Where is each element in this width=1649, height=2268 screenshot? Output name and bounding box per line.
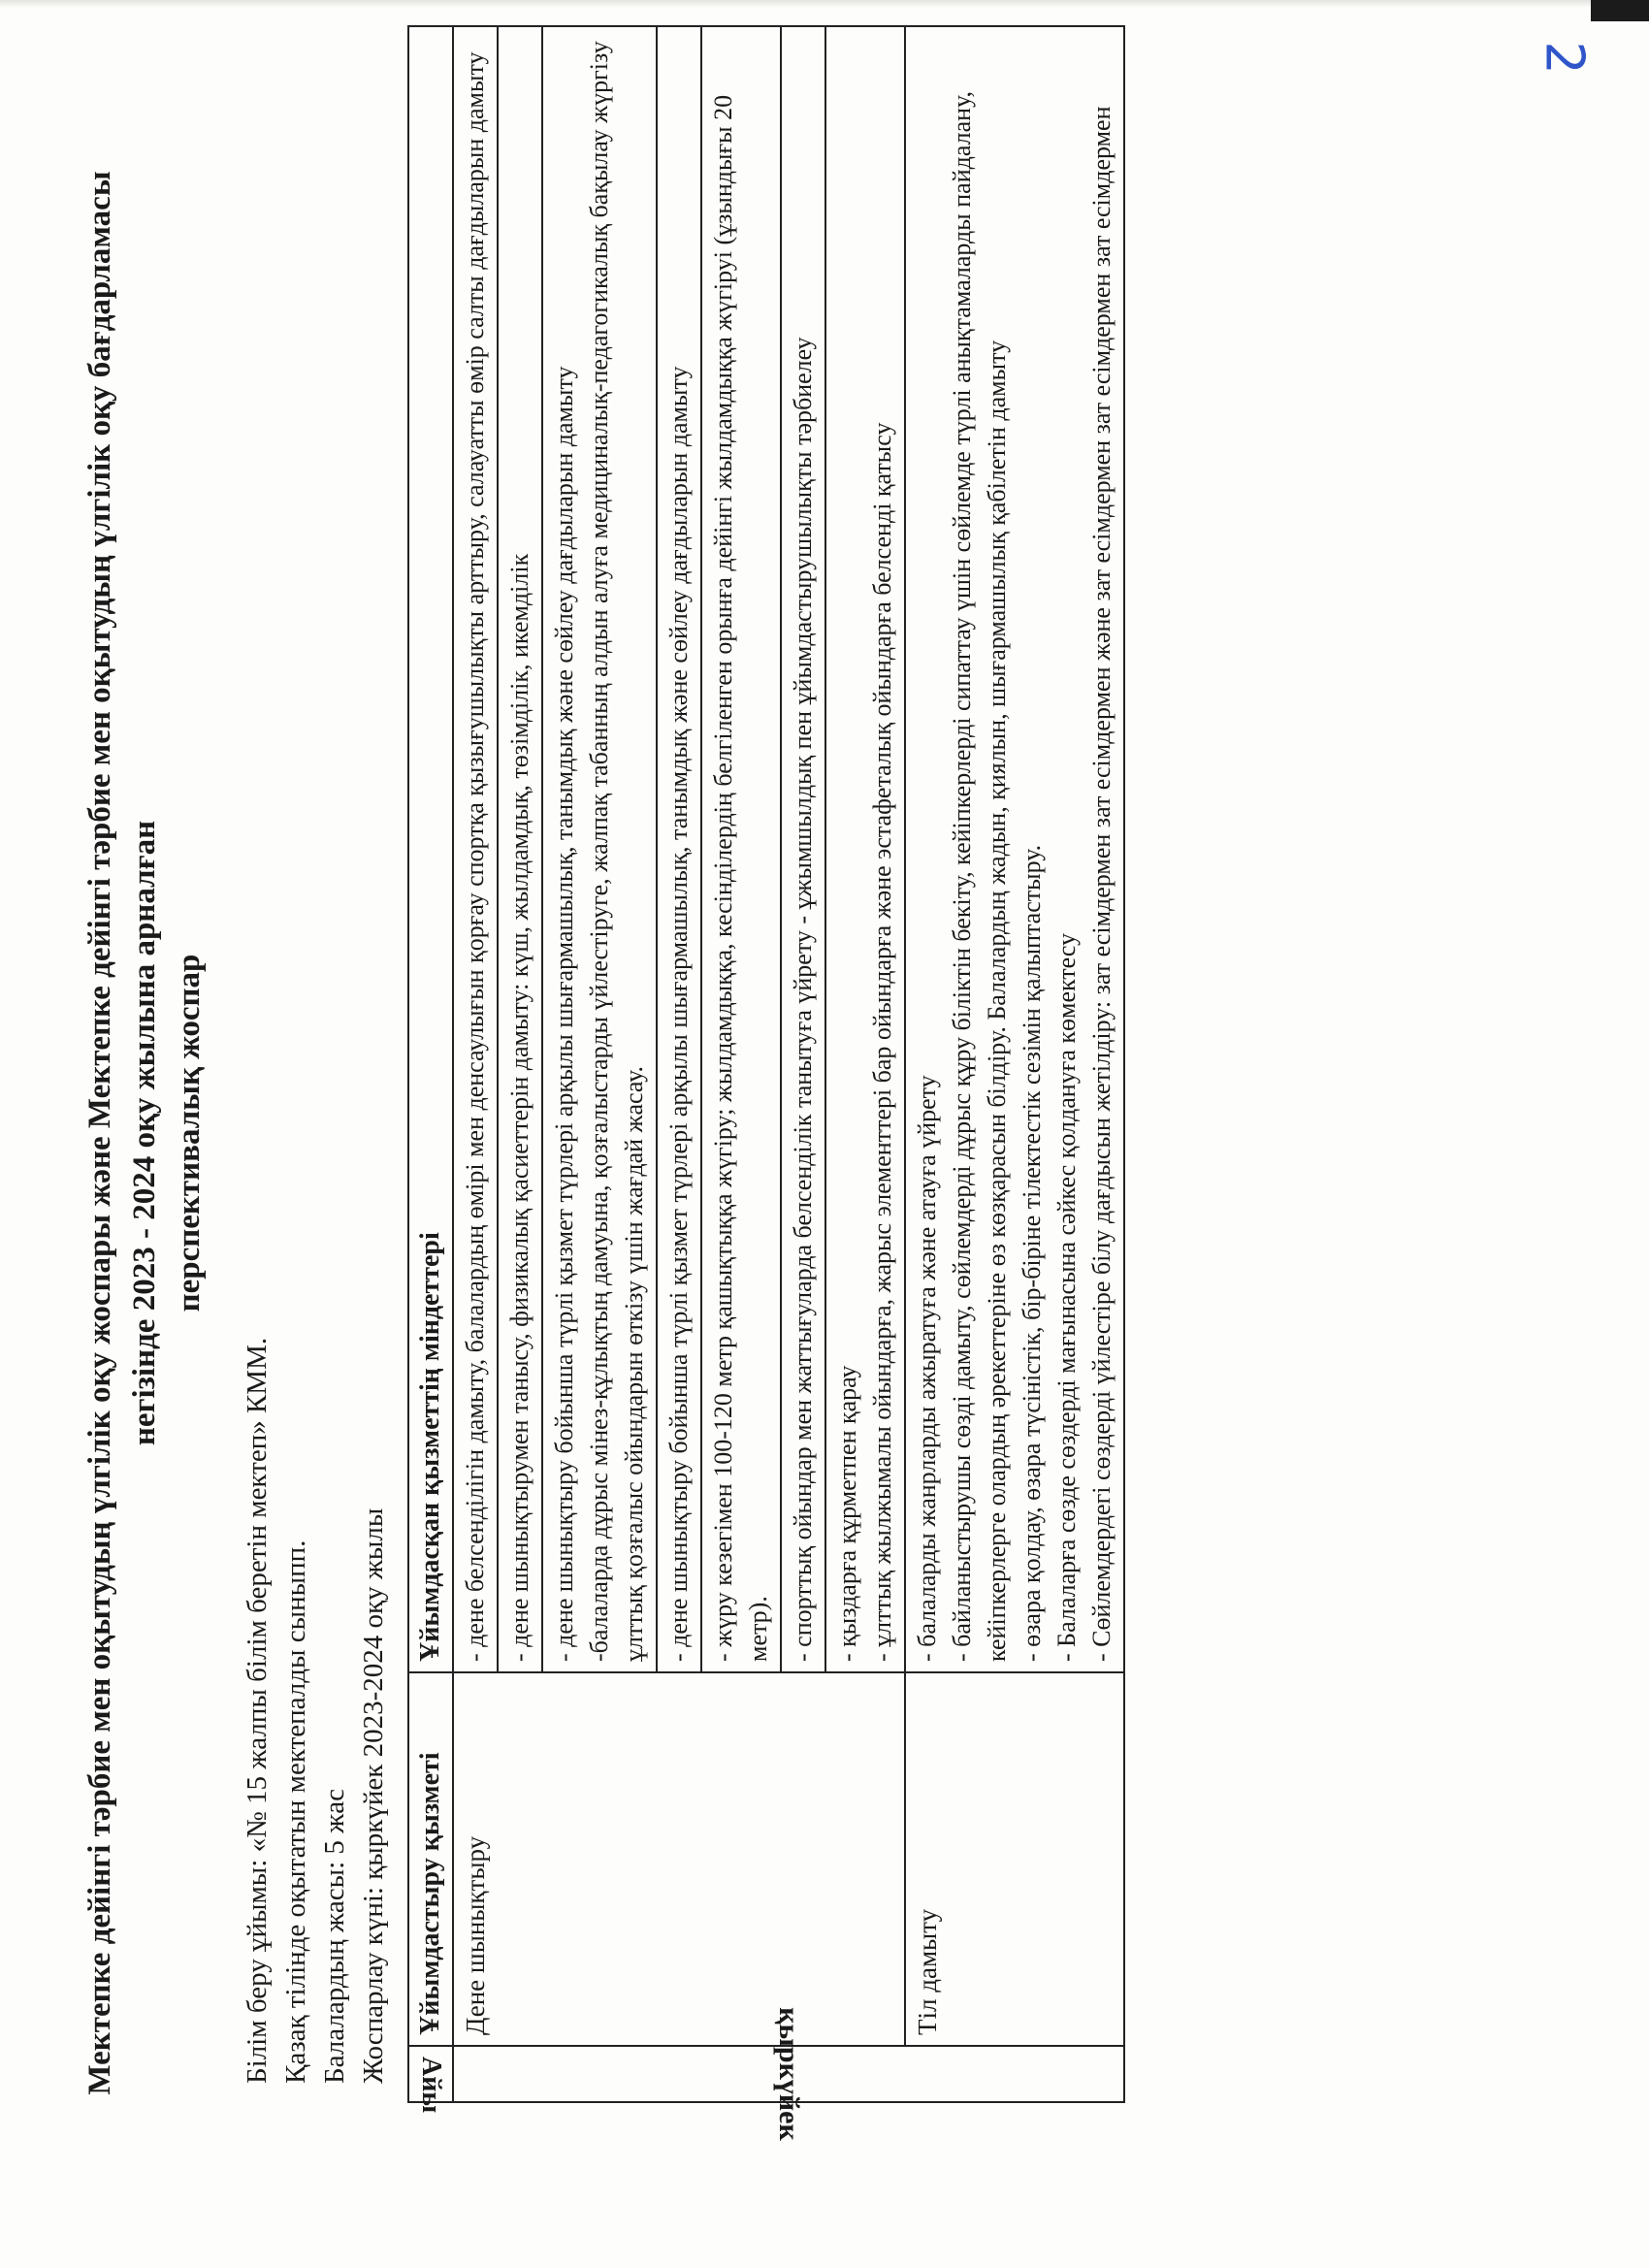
task-cell: - дене шынықтыру бойынша түрлі қызмет түрлері арқылы шығармашылық, танымдық және сөйлеу дағдыларын дамыту xyxy=(657,26,701,1672)
task-cell: - дене шынықтырумен танысу, физикалық қасиеттерін дамыту: күш, жылдамдық, төзімділік, икемділік xyxy=(498,26,542,1672)
table-row xyxy=(905,26,1124,2102)
document-header xyxy=(78,153,211,2113)
task-cell: - балаларды жанрларды ажыратуға және атауға үйрету - байланыстырушы сөзді дамыту, сөйлемдерді дұрыс құру біліктін бекіту, кейіпкерлерді сипаттау үшін сөйлемде түрлі анықтамаларды пайдалану, кейіпкерлерге олардың әрекеттеріне өз көзқарасын білдіру. Балалардың жадын, қиялын, шығармашылық қабілетін дамыту - өзара қолдау, өзара түсіністік, бір-біріне тілектестік сезімін қалыптастыру. - Балаларға сөзде сөздерді мағынасына сәйкес қолдануға көмектесу - Сөйлемдердегі сөздерді үйлестіре білу дағдысын жетілдіру: зат есімдермен зат есімдермен және зат есімдермен зат есімдермен зат есімдермен xyxy=(905,26,1124,1672)
column-header-month: Айы xyxy=(408,2046,453,2102)
column-header-area: Ұйымдастыру қызметі xyxy=(408,1672,453,2046)
column-header-tasks: Ұйымдасқан қызметтің міндеттері xyxy=(408,26,453,1672)
month-label: қыркүйек xyxy=(773,2007,805,2141)
handwritten-page-number: 2 xyxy=(1534,41,1596,75)
header-line-1: Мектепке дейінгі тәрбие мен оқытудың үлгілік оқу жоспары және Мектепке дейінгі тәрбие мен оқытудың үлгілік оқу бағдарламасы xyxy=(82,171,117,2095)
area-cell: Тіл дамыту xyxy=(905,1672,1124,2046)
document-info xyxy=(238,1338,393,2084)
task-cell: - жүру кезегімен 100-120 метр қашықтыққа жүгіру; жылдамдыққа, кесінділердің белгіленген орынға дейінгі жылдамдыққа жүгіруі (ұзындығы 20 метр). xyxy=(701,26,781,1672)
info-organization: Білім беру ұйымы: «№ 15 жалпы білім беретін мектеп» КММ. xyxy=(242,1337,273,2084)
info-age: Балалардың жасы: 5 жас xyxy=(319,1789,350,2084)
task-cell: - спорттық ойындар мен жаттығуларда белсенділік танытуға үйрету - ұжымшылдық пен ұйымдастырушылықты тәрбиелеу xyxy=(781,26,825,1672)
month-cell xyxy=(453,2007,1124,2141)
area-cell: Дене шынықтыру xyxy=(453,1672,905,2046)
table-header-row xyxy=(408,26,453,2102)
plan-table xyxy=(407,25,1125,2141)
header-line-3: перспективалық жоспар xyxy=(172,954,207,1312)
table-row xyxy=(453,26,498,2102)
task-cell: - қыздарға құрметпен қарау - ұлттық жылжымалы ойындарға, жарыс элементтері бар ойындарға және эстафеталық ойындарға белсенді қатысу xyxy=(825,26,905,1672)
task-cell: - дене белсенділігін дамыту, балалардың өмірі мен денсаулығын қорғау спортқа қызығушылықты арттыру, салауатты өмір салты дағдыларын дамыту xyxy=(453,26,498,1672)
header-line-2: негізінде 2023 - 2024 оқу жылына арналған xyxy=(127,820,162,1446)
task-cell: - дене шынықтыру бойынша түрлі қызмет түрлері арқылы шығармашылық, танымдық және сөйлеу дағдыларын дамыту -балаларда дұрыс мінез-құлықтың дамуына, қозғалыстарды үйлестіруге, жалпақ табанның алдын алуға медициналық-педагогикалық бақылау жүргізу ұлттық қозғалыс ойындарын өткізу үшін жағдай жасау. xyxy=(542,26,657,1672)
info-group: Қазақ тілінде оқытатын мектепалды сыныпп. xyxy=(280,1539,311,2084)
info-date: Жоспарлау күні: қыркүйек 2023-2024 оқу жылы xyxy=(358,1507,389,2084)
